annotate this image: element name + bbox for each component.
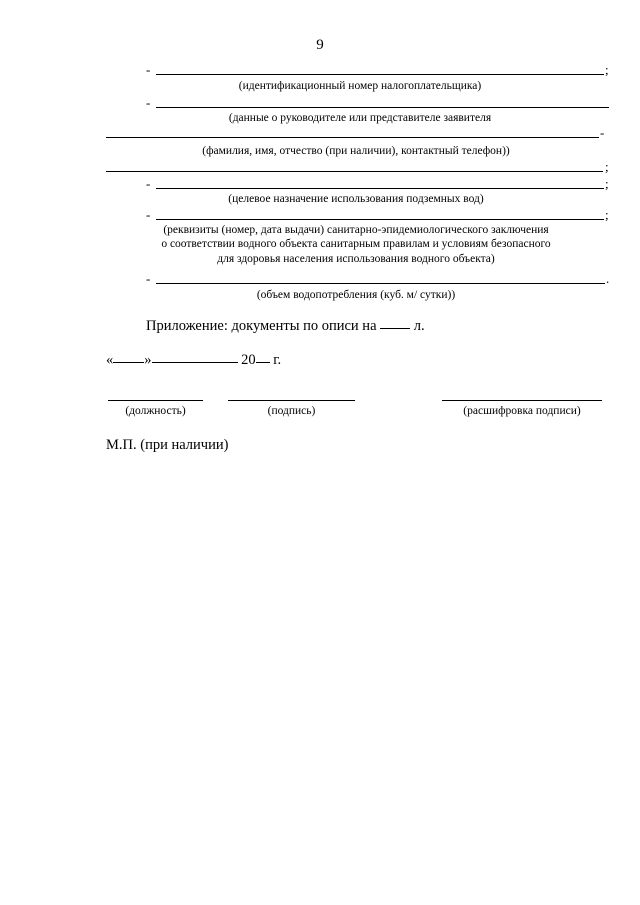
field-dash: -: [146, 62, 151, 77]
representative-line: [156, 107, 609, 108]
field-dash: -: [146, 207, 151, 222]
field-dash: -: [146, 95, 151, 110]
position-signature-line: [108, 400, 203, 401]
position-caption: (должность): [125, 405, 186, 417]
conclusion-caption-line-1: (реквизиты (номер, дата выдачи) санитарно-эпидемиологического заключения: [163, 224, 549, 236]
conclusion-caption-line-2: о соответствии водного объекта санитарным правилам и условиям безопасного: [161, 238, 551, 250]
attachment-line: [146, 318, 425, 335]
purpose-line: [156, 188, 604, 189]
date-open-quote: «: [106, 352, 114, 368]
field-semicolon: ;: [605, 176, 609, 191]
field-semicolon: ;: [605, 62, 609, 77]
fio-continuation-line: [106, 171, 603, 172]
date-year-blank: [256, 361, 270, 363]
signature-caption: (подпись): [267, 405, 316, 417]
decoding-signature-line: [442, 400, 602, 401]
date-close-quote: »: [144, 352, 152, 368]
field-period: .: [606, 271, 610, 286]
date-day-blank: [113, 361, 144, 363]
field-semicolon: ;: [605, 159, 609, 174]
page-number: 9: [316, 37, 324, 53]
field-dash: -: [146, 176, 151, 191]
conclusion-line: [156, 219, 604, 220]
taxpayer-id-line: [156, 74, 604, 75]
date-line: [106, 352, 281, 369]
date-year-suffix: г.: [273, 352, 282, 368]
representative-caption: (данные о руководителе или представителе заявителя: [228, 112, 492, 124]
volume-line: [156, 283, 605, 284]
purpose-caption: (целевое назначение использования подземных вод): [228, 193, 484, 205]
date-year-prefix: 20: [241, 352, 256, 368]
conclusion-caption-line-3: для здоровья населения использования водного объекта): [217, 253, 495, 265]
field-semicolon: ;: [605, 207, 609, 222]
attachment-text: Приложение: документы по описи на: [146, 318, 377, 334]
signature-line: [228, 400, 355, 401]
field-dash: -: [146, 271, 151, 286]
fio-caption: (фамилия, имя, отчество (при наличии), контактный телефон)): [202, 145, 510, 157]
attachment-suffix: л.: [413, 318, 425, 334]
stamp-text: М.П. (при наличии): [106, 437, 229, 453]
volume-caption: (объем водопотребления (куб. м/ сутки)): [256, 289, 456, 301]
field-dash: -: [600, 125, 605, 140]
date-month-blank: [152, 361, 238, 363]
attachment-pages-blank: [380, 327, 410, 329]
decoding-caption: (расшифровка подписи): [463, 405, 581, 417]
representative-continuation-line: [106, 137, 599, 138]
taxpayer-id-caption: (идентификационный номер налогоплательщика): [238, 80, 482, 92]
